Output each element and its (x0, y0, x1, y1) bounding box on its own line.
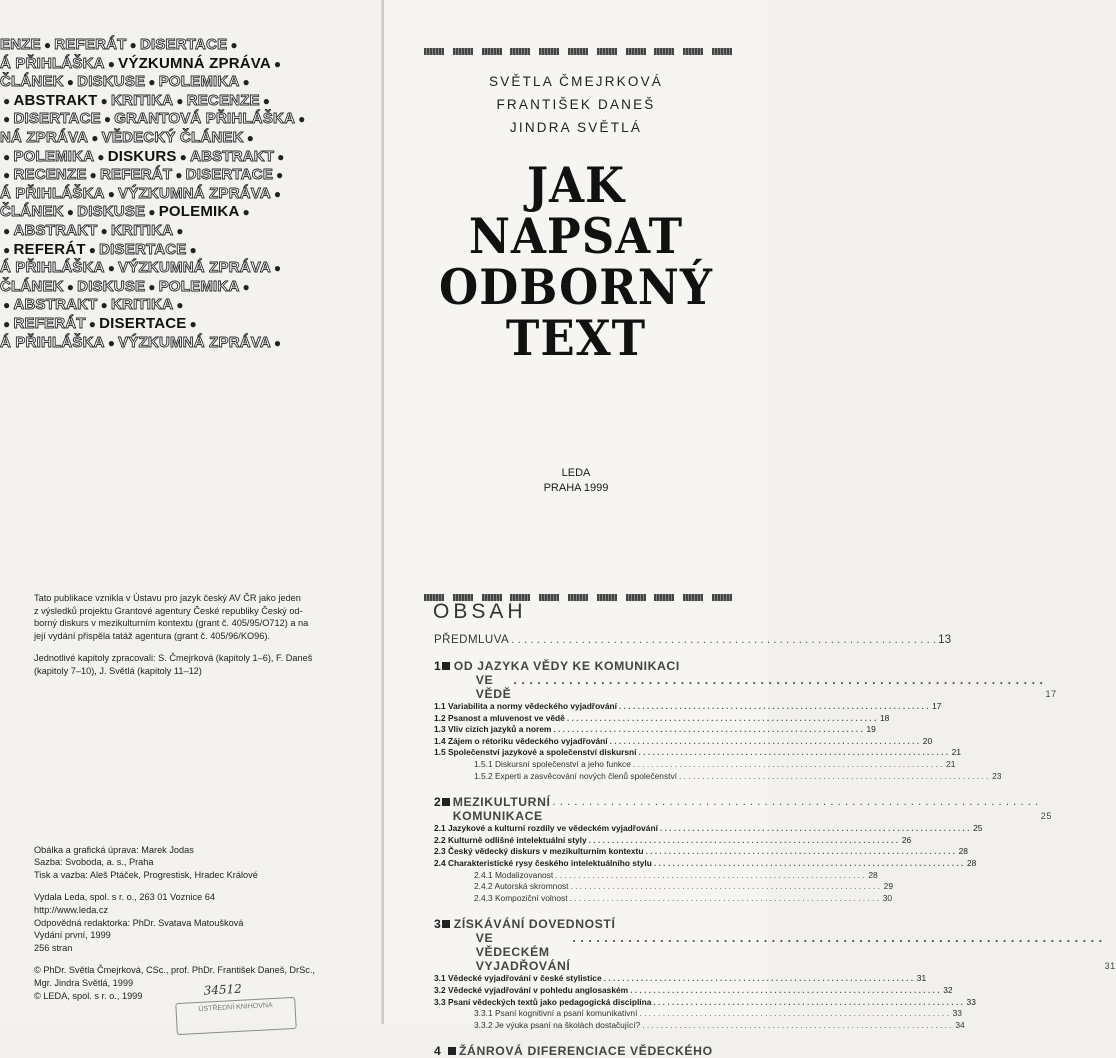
title-line: JAK (526, 156, 626, 215)
toc-page-number: 30 (882, 892, 893, 903)
bullet-dot: ● (3, 168, 11, 183)
toc-entry-label: 1.5 Společenství jazykové a společenství diskursní (434, 747, 637, 758)
toc-entry-label: PŘEDMLUVA (434, 634, 510, 646)
dot-leader (555, 870, 864, 882)
banner-word: ČLÁNEK (0, 277, 64, 295)
banner-line (0, 110, 384, 129)
toc-page-number: 17 (1045, 689, 1057, 699)
bullet-dot: ● (277, 149, 285, 164)
bullet-dot: ● (3, 112, 11, 127)
banner-word: POLEMIKA (158, 73, 240, 91)
toc-entry-label: 2.2 Kulturně odlišné intelektuální styly (434, 834, 587, 845)
toc-section-entry[interactable] (434, 747, 961, 759)
imprint-publisher-info (34, 891, 354, 954)
chapter-title-line: ZÍSKÁVÁNÍ DOVEDNOSTÍ (453, 917, 616, 932)
bullet-dot: ● (107, 335, 116, 350)
banner-word: DISERTACE (13, 110, 101, 128)
banner-word: VĚDECKÝ ČLÁNEK (101, 128, 244, 146)
bullet-dot: ● (3, 242, 11, 257)
title-line: ODBORNÝ (439, 258, 713, 317)
banner-word: POLEMIKA (13, 147, 95, 165)
toc-page-number: 25 (1040, 811, 1052, 822)
toc-chapter (434, 795, 1052, 904)
chapter-title-line (453, 673, 1057, 701)
imprint-line: Tato publikace vznikla v Ústavu pro jazyk český AV ČR jako jeden (34, 593, 301, 603)
banner-word: ČLÁNEK (0, 73, 64, 91)
bullet-dot: ● (100, 93, 108, 108)
banner-word: DISERTACE (139, 36, 228, 53)
toc-section-entry[interactable] (434, 857, 977, 870)
imprint-line: Vydání první, 1999 (34, 930, 111, 941)
toc-page-number: 21 (946, 758, 956, 769)
toc-entry-label: 2.4 Charakteristické rysy českého intelektuálního stylu (434, 857, 652, 868)
toc-subsection-entry[interactable] (434, 892, 893, 905)
bullet-dot: ● (66, 205, 75, 220)
bullet-dot: ● (298, 112, 306, 127)
toc-section-entry[interactable] (434, 996, 976, 1009)
toc-entry-label: 3.3.1 Psaní kognitivní a psaní komunikativní (474, 1008, 638, 1019)
banner-line (0, 36, 384, 55)
imprint-line: Tisk a vazba: Aleš Ptáček, Progrestisk, Hradec Králové (34, 869, 258, 880)
dot-leader (571, 881, 880, 893)
dot-leader (552, 795, 1038, 823)
library-stamp (175, 981, 297, 1035)
banner-word: Á PŘIHLÁŠKA (0, 54, 105, 72)
bullet-dot: ● (89, 168, 97, 183)
banner-word: ČLÁNEK (0, 203, 64, 221)
bullet-dot: ● (242, 205, 250, 220)
stamp-text: ÚSTŘEDNÍ KNIHOVNA (198, 1002, 273, 1013)
toc-section-entry[interactable] (434, 712, 890, 725)
bullet-dot: ● (97, 149, 105, 164)
banner-line (0, 148, 384, 167)
dot-leader (639, 747, 948, 759)
toc-entry-label: 1.4 Zájem o rétoriku vědeckého vyjadřování (434, 735, 608, 746)
banner-word-highlighted: DISKURS (107, 147, 177, 165)
bullet-dot: ● (273, 261, 282, 276)
dot-leader (660, 823, 969, 835)
dot-leader (619, 701, 928, 713)
toc-chapter (434, 917, 1116, 1031)
toc-page-number: 34 (955, 1019, 965, 1030)
toc-page-number: 25 (973, 823, 983, 834)
imprint-line: Obálka a grafická úprava: Marek Jodas (34, 844, 194, 855)
bullet-dot: ● (189, 316, 197, 331)
banner-word: VÝZKUMNÁ ZPRÁVA (118, 184, 271, 202)
banner-word: Á PŘIHLÁŠKA (0, 333, 105, 351)
chapter-number: 3 (434, 917, 441, 932)
title-line: NAPSAT (468, 207, 684, 266)
bullet-dot: ● (3, 316, 11, 331)
banner-word: KRITIKA (111, 91, 174, 109)
bullet-dot: ● (43, 38, 52, 52)
imprint-line: Odpovědná redaktorka: PhDr. Svatava Matoušková (34, 917, 244, 928)
bullet-dot: ● (3, 298, 11, 313)
toc-section-entry[interactable] (434, 984, 953, 997)
dot-leader (642, 1020, 951, 1032)
banner-word-highlighted: REFERÁT (13, 240, 86, 258)
toc-page-number: 18 (879, 712, 890, 723)
dot-leader (653, 997, 962, 1009)
bullet-dot: ● (3, 93, 11, 108)
imprint-line: © LEDA, spol. s r. o., 1999 (34, 990, 143, 1001)
bullet-dot: ● (276, 168, 284, 183)
banner-word: DISKUSE (77, 73, 146, 91)
dot-leader (639, 1008, 948, 1020)
chapter-title-text (454, 659, 1057, 701)
bullet-dot: ● (273, 56, 282, 71)
toc-section-entry[interactable] (434, 834, 912, 847)
imprint-production-credits (34, 844, 354, 882)
toc-entry-label: 3.3 Psaní vědeckých textů jako pedagogická disciplína (434, 996, 652, 1007)
banner-line (0, 241, 384, 260)
banner-line (0, 166, 384, 185)
toc-chapter-title[interactable] (434, 659, 1057, 701)
banner-word-highlighted: DISERTACE (99, 314, 187, 332)
toc-page-number: 23 (992, 770, 1002, 781)
banner-word: VÝZKUMNÁ ZPRÁVA (118, 333, 271, 351)
toc-subsection-entry[interactable] (434, 881, 893, 893)
dot-leader (572, 931, 1102, 973)
imprint-line: Mgr. Jindra Světlá, 1999 (34, 977, 134, 988)
dot-leader (645, 846, 954, 858)
toc-page-number: 31 (916, 973, 927, 984)
author-name: JINDRA SVĚTLÁ (509, 120, 643, 135)
banner-word-highlighted: POLEMIKA (158, 203, 240, 221)
imprint-line: http://www.leda.cz (34, 904, 109, 915)
banner-line (0, 203, 384, 222)
bullet-dot: ● (107, 261, 116, 276)
toc-section-entry[interactable] (434, 724, 876, 736)
toc-entry-label: 2.3 Český vědecký diskurs v mezikulturním kontextu (434, 846, 644, 857)
dot-leader (567, 713, 876, 725)
dot-leader (589, 835, 898, 847)
dot-leader (513, 673, 1043, 701)
bullet-dot: ● (91, 130, 99, 145)
chapter-number: 4 (434, 1044, 441, 1058)
bullet-dot: ● (242, 75, 250, 90)
chapter-title-line (453, 931, 1116, 973)
toc-page-number: 21 (951, 747, 961, 758)
bullet-dot: ● (107, 56, 116, 71)
title-line: TEXT (505, 309, 647, 368)
bullet-dot: ● (273, 335, 282, 350)
bullet-dot: ● (273, 186, 282, 201)
toc-page-number: 17 (932, 701, 942, 711)
toc-chapter (434, 659, 1057, 782)
chapter-number: 1 (434, 659, 441, 673)
banner-word: Á PŘIHLÁŠKA (0, 184, 105, 202)
imprint-line: Jednotlivé kapitoly zpracovali: S. Čmejrková (kapitoly 1–6), F. Daneš (34, 653, 313, 664)
chapter-title-line (453, 795, 1052, 823)
chapter-list (434, 659, 1116, 1058)
bullet-dot: ● (176, 93, 184, 108)
banner-word: DISKUSE (77, 203, 146, 221)
toc-entry-label: 2.4.2 Autorská skromnost (474, 881, 569, 892)
stamp-number: 34512 (203, 981, 243, 998)
toc-entry-label: 2.4.1 Modalizovanost (474, 869, 554, 880)
banner-word: REFERÁT (99, 166, 173, 184)
toc-entry-label: 1.1 Variabilita a normy vědeckého vyjadřování (434, 701, 617, 711)
bullet-dot: ● (176, 223, 184, 238)
imprint-line: borný diskurs v mezikulturním kontextu (grant č. 405/95/O712) a na (34, 618, 309, 629)
dot-leader (570, 893, 879, 905)
toc-subsection-entry[interactable] (434, 770, 1002, 783)
banner-word: DISERTACE (185, 166, 274, 184)
toc-section-entry[interactable] (434, 735, 933, 748)
bullet-dot: ● (148, 279, 156, 294)
toc-section-entry[interactable] (434, 701, 942, 713)
table-of-contents (433, 600, 1116, 1058)
chapter-title-text-line: ŽÁNROVÁ DIFERENCIACE VĚDECKÉHO (459, 1044, 713, 1058)
chapter-number: 2 (434, 795, 441, 810)
chapter-title-continuation: VE VĚDECKÉM VYJADŘOVÁNÍ (475, 931, 571, 974)
publisher-block (384, 466, 768, 496)
dot-leader (654, 858, 963, 870)
banner-word: NÁ ZPRÁVA (0, 128, 89, 146)
imprint-line: z výsledků projektu Grantové agentury České republiky Český od- (34, 605, 303, 616)
dot-leader (553, 724, 862, 736)
chapter-title-text (454, 917, 1116, 973)
chapter-title-line: OD JAZYKA VĚDY KE KOMUNIKACI (453, 659, 680, 673)
toc-chapter (434, 1044, 734, 1058)
bullet-dot: ● (66, 75, 75, 90)
toc-page-number: 13 (938, 634, 951, 646)
banner-word: ABSTRAKT (190, 147, 275, 165)
banner-word-highlighted: VÝZKUMNÁ ZPRÁVA (118, 54, 271, 72)
imprint-line: (kapitoly 7–10), J. Světlá (kapitoly 11–12) (34, 665, 202, 676)
banner-line (0, 129, 384, 148)
square-bullet-icon (442, 798, 450, 806)
book-title (384, 156, 768, 368)
genre-word-banner (0, 36, 384, 352)
banner-line (0, 92, 384, 111)
toc-entry-label: 3.1 Vědecké vyjadřování v české stylistice (434, 973, 602, 984)
banner-word: GRANTOVÁ PŘIHLÁŠKA (114, 110, 296, 128)
toc-entry-label: 2.4.3 Kompoziční volnost (474, 892, 568, 903)
toc-page-number: 28 (958, 846, 968, 857)
square-bullet-icon (442, 662, 450, 670)
banner-word: ABSTRAKT (13, 221, 98, 239)
author-list (384, 70, 768, 139)
chapter-title-line (459, 1044, 734, 1058)
bullet-dot: ● (230, 38, 238, 52)
toc-entry-label: 1.2 Psanost a mluvenost ve vědě (434, 712, 565, 723)
bullet-dot: ● (3, 223, 11, 238)
toc-page-number: 33 (966, 996, 976, 1007)
chapter-title-text-line: MEZIKULTURNÍ KOMUNIKACE (452, 795, 551, 824)
chapter-title-continuation: VE VĚDĚ (475, 673, 512, 701)
toc-chapter-title[interactable] (434, 795, 1052, 824)
imprint-line: Sazba: Svoboda, a. s., Praha (34, 857, 154, 868)
banner-word: KRITIKA (111, 296, 174, 314)
toc-chapter-title[interactable] (434, 1044, 734, 1058)
bullet-dot: ● (3, 149, 11, 164)
bullet-dot: ● (107, 186, 116, 201)
banner-line (0, 334, 384, 353)
toc-page-number: 31 (1104, 961, 1116, 972)
banner-word: KRITIKA (111, 221, 174, 239)
chapter-title-text (454, 795, 1052, 823)
imprint-chapter-credits (34, 652, 354, 677)
bullet-dot: ● (179, 149, 188, 164)
toc-page-number: 32 (943, 984, 953, 995)
bullet-dot: ● (88, 242, 97, 257)
toc-entry-label: 1.3 Vliv cizích jazyků a norem (434, 724, 552, 735)
banner-word: REFERÁT (54, 36, 127, 53)
banner-line (0, 55, 384, 74)
chapter-title-text (460, 1044, 734, 1058)
bullet-dot: ● (148, 205, 156, 220)
banner-word: ABSTRAKT (13, 296, 98, 314)
banner-word: RECENZE (13, 166, 87, 184)
banner-word-highlighted: ABSTRAKT (13, 91, 98, 109)
toc-page-number: 19 (866, 724, 876, 735)
square-bullet-icon (442, 920, 450, 928)
banner-line (0, 259, 384, 278)
banner-line (0, 296, 384, 315)
bullet-dot: ● (242, 279, 250, 294)
banner-word: REFERÁT (13, 314, 86, 332)
publisher-name: LEDA (561, 467, 591, 479)
banner-word: VÝZKUMNÁ ZPRÁVA (118, 259, 271, 277)
imprint-line: její vydání přispěla tatáž agentura (grant č. 405/96/KO96). (34, 630, 270, 641)
banner-word: RECENZE (186, 91, 260, 109)
dot-leader (633, 759, 942, 771)
banner-word: POLEMIKA (158, 277, 240, 295)
bullet-dot: ● (100, 298, 108, 313)
banner-line (0, 315, 384, 334)
toc-entry-label: 1.5.2 Experti a zasvěcování nových členů společenství (474, 770, 677, 781)
bullet-dot: ● (176, 298, 184, 313)
toc-page-number: 26 (901, 834, 912, 845)
toc-subsection-entry[interactable] (434, 869, 878, 882)
dot-leader (679, 771, 988, 783)
bullet-dot: ● (262, 93, 271, 108)
banner-word: DISKUSE (77, 277, 146, 295)
banner-line (0, 222, 384, 241)
bullet-dot: ● (148, 75, 156, 90)
imprint-line: © PhDr. Světla Čmejrková, CSc., prof. PhDr. František Daneš, DrSc., (34, 965, 315, 976)
toc-entry-label: 2.1 Jazykové a kulturní rozdíly ve vědeckém vyjadřování (434, 823, 658, 834)
decorative-dash-row-top (424, 48, 732, 55)
toc-subsection-entry[interactable] (434, 758, 956, 771)
toc-subsection-entry[interactable] (434, 1008, 962, 1020)
toc-page-number: 20 (922, 735, 933, 746)
contents-heading: OBSAH (433, 600, 527, 623)
banner-line (0, 278, 384, 297)
imprint-line: 256 stran (34, 942, 73, 953)
toc-subsection-entry[interactable] (434, 1019, 965, 1032)
banner-word: DISERTACE (99, 240, 187, 258)
bullet-dot: ● (129, 38, 137, 52)
left-page (0, 0, 384, 1024)
banner-line (0, 185, 384, 204)
toc-page-number: 29 (883, 881, 893, 892)
dot-leader (604, 973, 913, 985)
imprint-line: Vydala Leda, spol. s r. o., 263 01 Voznice 64 (34, 892, 215, 903)
banner-line (0, 73, 384, 92)
imprint (34, 592, 354, 1012)
right-page (384, 0, 1116, 1058)
toc-entry-label: 3.2 Vědecké vyjadřování v pohledu anglosaském (434, 984, 629, 995)
bullet-dot: ● (66, 279, 75, 294)
bullet-dot: ● (175, 168, 183, 183)
dot-leader (630, 985, 939, 997)
dot-leader (511, 634, 936, 646)
toc-section-entry[interactable] (434, 973, 927, 985)
toc-chapter-title[interactable] (434, 917, 1116, 974)
toc-section-entry[interactable] (434, 846, 968, 858)
toc-entry-label: 1.5.1 Diskursní společenství a jeho funkce (474, 758, 631, 769)
toc-entry-preface[interactable] (434, 634, 951, 646)
publisher-place-year: PRAHA 1999 (543, 482, 609, 494)
dot-leader (610, 736, 919, 748)
banner-word: Á PŘIHLÁŠKA (0, 259, 105, 277)
bullet-dot: ● (246, 130, 255, 145)
toc-section-entry[interactable] (434, 823, 983, 835)
author-name: FRANTIŠEK DANEŠ (496, 97, 656, 112)
toc-page-number: 33 (952, 1008, 962, 1019)
banner-word: ENZE (0, 36, 41, 53)
square-bullet-icon (448, 1047, 456, 1055)
bullet-dot: ● (189, 242, 197, 257)
bullet-dot: ● (103, 112, 112, 127)
imprint-origin-note (34, 592, 354, 642)
imprint-copyright (34, 964, 354, 1002)
toc-page-number: 28 (967, 857, 977, 868)
bullet-dot: ● (88, 316, 97, 331)
bullet-dot: ● (100, 223, 108, 238)
toc-entry-label: 3.3.2 Je výuka psaní na školách dostačující? (474, 1019, 641, 1030)
toc-page-number: 28 (868, 869, 878, 880)
author-name: SVĚTLA ČMEJRKOVÁ (489, 74, 663, 89)
